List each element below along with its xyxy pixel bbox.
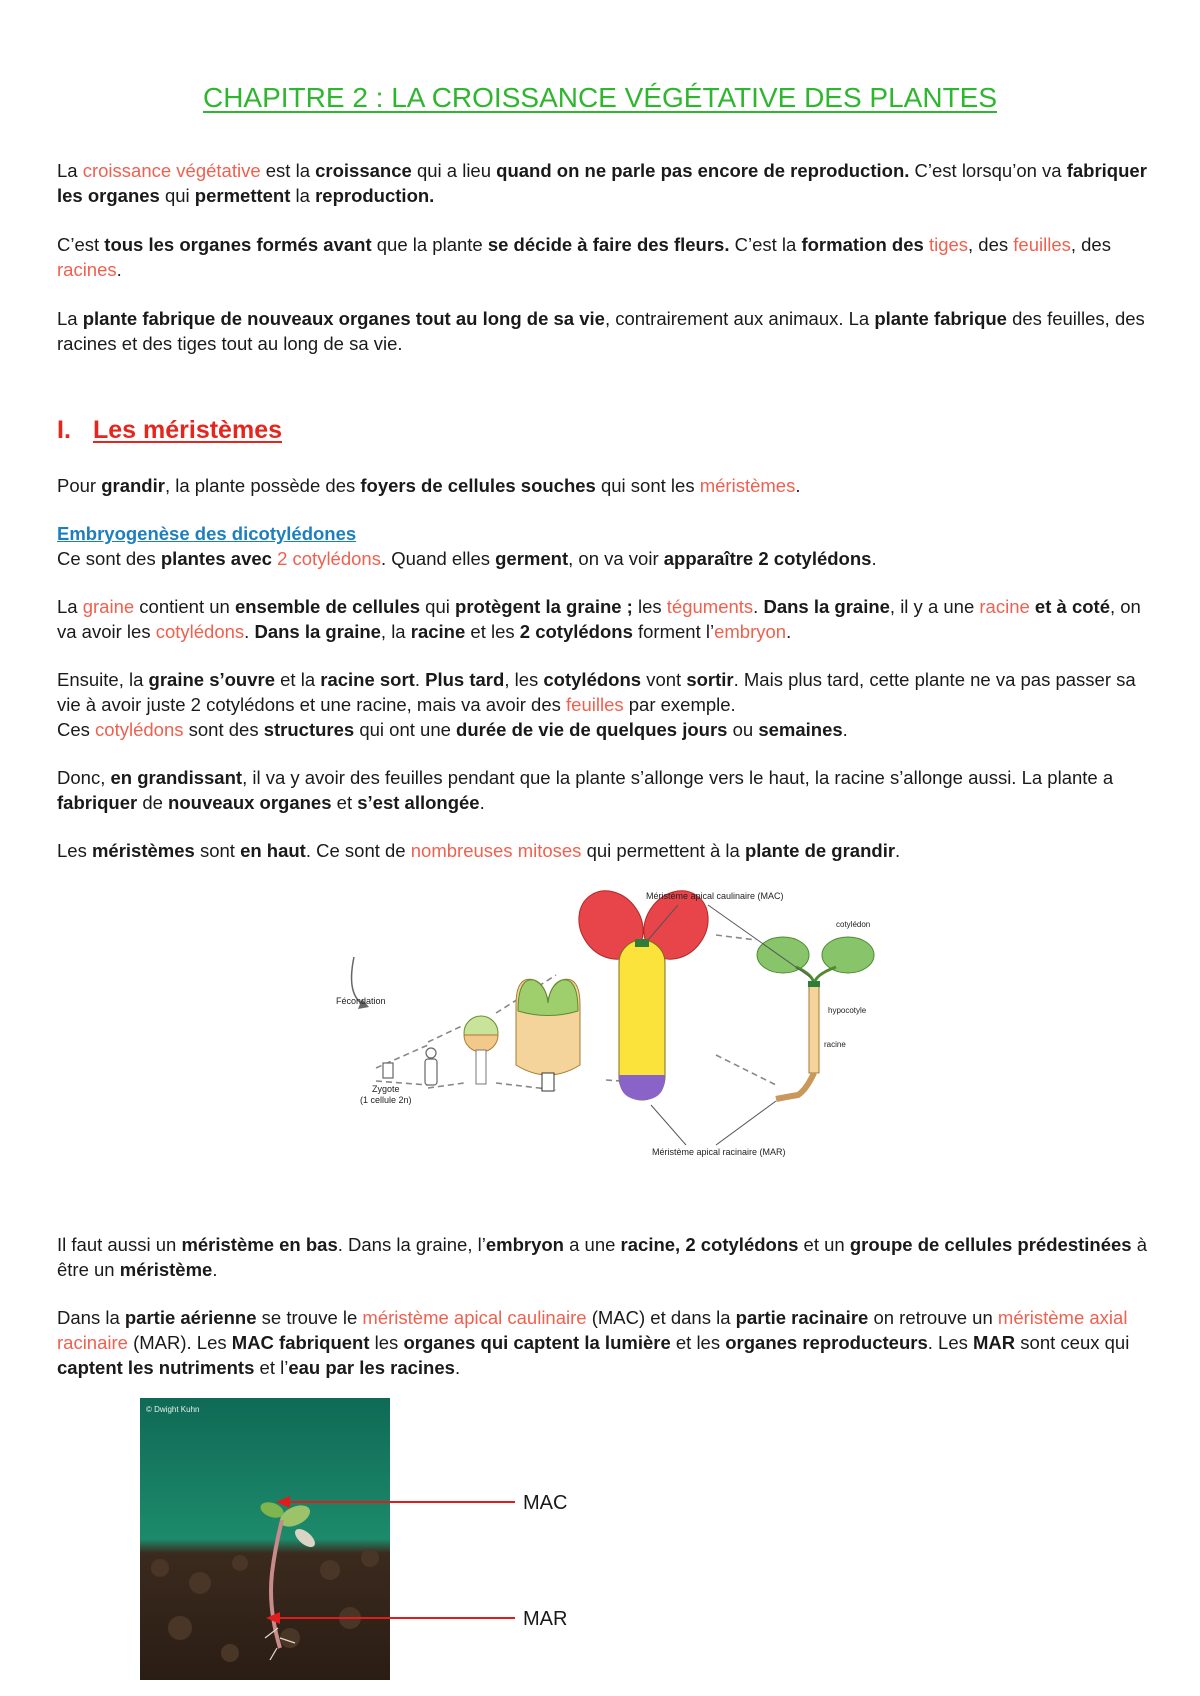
embryogenesis-diagram bbox=[336, 885, 876, 1160]
mar-photo-label: MAR bbox=[523, 1608, 568, 1630]
subheading-embryogenese: Embryogenèse des dicotylédones bbox=[57, 523, 357, 544]
mar-diagram-label: Méristème apical racinaire (MAR) bbox=[652, 1147, 786, 1157]
embryo-paragraph-3: Ensuite, la graine s’ouvre et la racine sort. Plus tard, les cotylédons vont sortir. Mais plus tard, cette plante ne va pas passer sa vie à avoir juste 2 cotylédons et une racine, mais va avoir des feuilles par exemple. Ces cotylédons sont des structures qui ont une durée de vie de quelques jours ou semaines. bbox=[57, 667, 1147, 742]
section-number: I. bbox=[57, 416, 71, 444]
embryo-paragraph-1: Ce sont des plantes avec 2 cotylédons. Quand elles germent, on va voir apparaître 2 cotylédons. bbox=[57, 548, 877, 569]
mac-meristem-marker bbox=[635, 939, 649, 947]
meristem-paragraph-1: Pour grandir, la plante possède des foyers de cellules souches qui sont les méristèmes. bbox=[57, 475, 801, 496]
seedling-photo-figure bbox=[140, 1398, 620, 1680]
hypocotyle-label: hypocotyle bbox=[828, 1006, 867, 1015]
fecondation-label: Fécondation bbox=[336, 996, 386, 1006]
intro-paragraph-1: La croissance végétative est la croissance qui a lieu quand on ne parle pas encore de reproduction. C’est lorsqu’on va fabriquer les organes qui permettent la reproduction. bbox=[57, 160, 1147, 206]
mac-photo-label: MAC bbox=[523, 1492, 568, 1514]
zygote-label: Zygote bbox=[372, 1084, 400, 1094]
section-title: Les méristèmes bbox=[93, 416, 283, 444]
intro-paragraph-3: La plante fabrique de nouveaux organes tout au long de sa vie, contrairement aux animaux. La plante fabrique des feuilles, des racines et des tiges tout au long de sa vie. bbox=[57, 308, 1145, 354]
cotyledon-label: cotylédon bbox=[836, 920, 871, 929]
photo-credit: © Dwight Kuhn bbox=[146, 1405, 200, 1414]
embryo-paragraph-6: Les méristèmes sont en haut. Ce sont de nombreuses mitoses qui permettent à la plante de grandir. bbox=[57, 840, 901, 861]
meristem-paragraph-3: Dans la partie aérienne se trouve le méristème apical caulinaire (MAC) et dans la partie racinaire on retrouve un méristème axial racinaire (MAR). Les MAC fabriquent les organes qui captent la lumière et les organes reproducteurs. Les MAR sont ceux qui captent les nutriments et l’eau par les racines. bbox=[57, 1307, 1130, 1378]
meristem-paragraph-2: Il faut aussi un méristème en bas. Dans la graine, l’embryon a une racine, 2 cotylédons et un groupe de cellules prédestinées à être un méristème. bbox=[57, 1234, 1148, 1280]
zygote-cell bbox=[383, 1063, 393, 1078]
seedling-photo bbox=[140, 1398, 390, 1680]
section-heading bbox=[57, 416, 282, 445]
embryo-paragraph-2: La graine contient un ensemble de cellules qui protègent la graine ; les téguments. Dans la graine, il y a une racine et à coté, on va avoir les cotylédons. Dans la graine, la racine et les 2 cotylédons forment l’embryon. bbox=[57, 596, 1141, 642]
embryo-paragraph-4: Ces cotylédons sont des structures qui ont une durée de vie de quelques jours ou semaines. bbox=[57, 719, 848, 740]
mac-diagram-label: Méristème apical caulinaire (MAC) bbox=[646, 891, 784, 901]
zygote-sublabel: (1 cellule 2n) bbox=[360, 1095, 412, 1105]
racine-label: racine bbox=[824, 1040, 846, 1049]
embryo-paragraph-5: Donc, en grandissant, il va y avoir des feuilles pendant que la plante s’allonge vers le haut, la racine s’allonge aussi. La plante a fabriquer de nouveaux organes et s’est allongée. bbox=[57, 767, 1114, 813]
page-title: CHAPITRE 2 : LA CROISSANCE VÉGÉTATIVE DES PLANTES bbox=[202, 82, 998, 113]
subheading-block bbox=[57, 521, 1147, 571]
intro-paragraph-2: C’est tous les organes formés avant que la plante se décide à faire des fleurs. C’est la formation des tiges, des feuilles, des racines. bbox=[57, 234, 1111, 280]
